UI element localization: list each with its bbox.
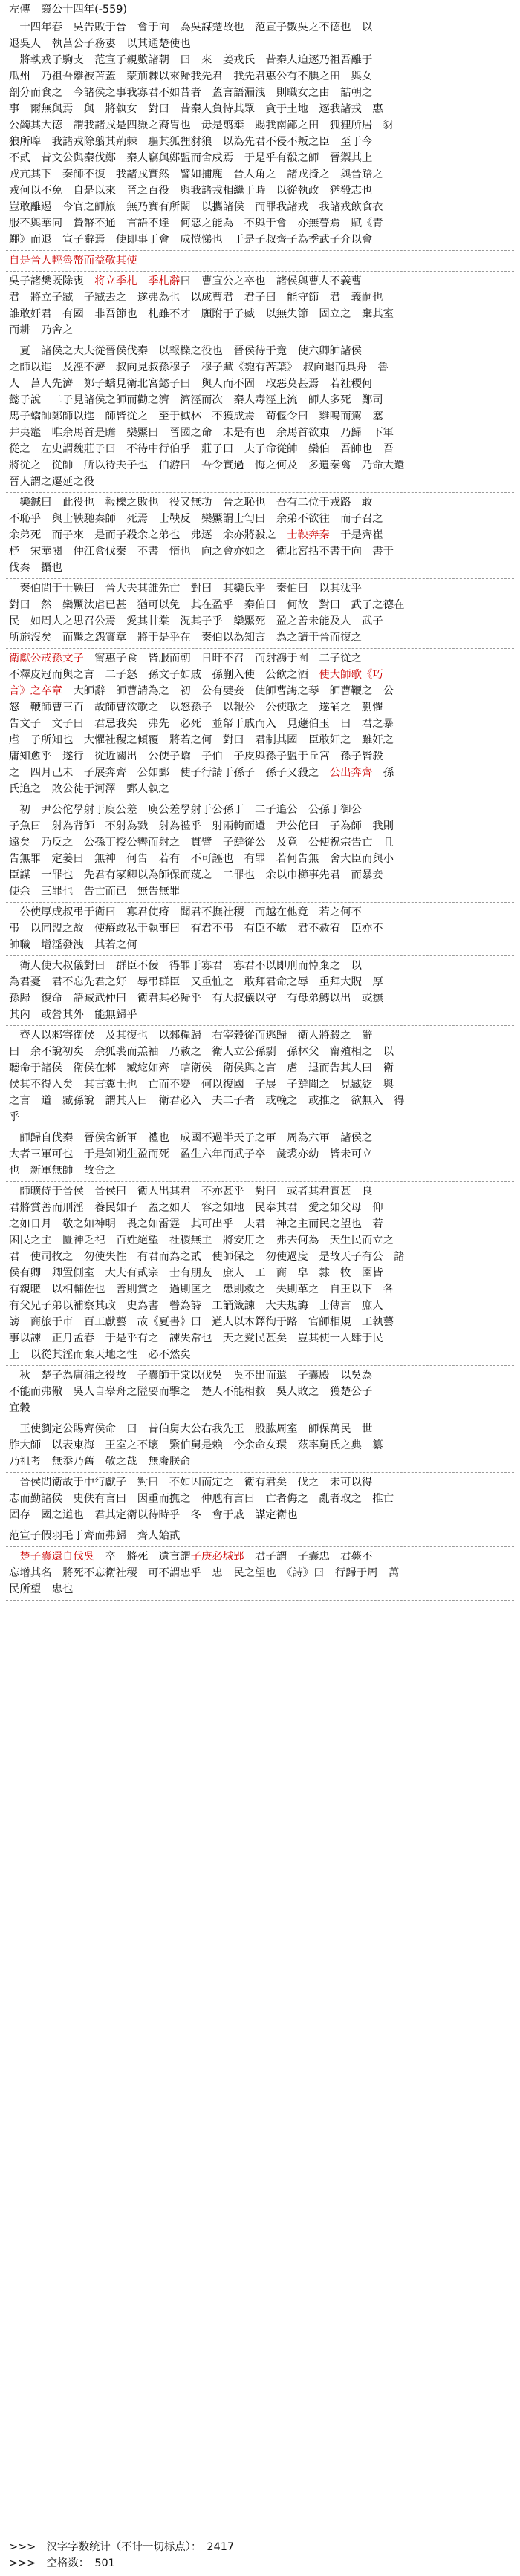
section-divider xyxy=(6,271,514,272)
text-line: 侯其不得入矣 其言糞土也 亡而不變 何以復國 子展 子鮮聞之 見臧紇 與 xyxy=(9,1079,394,1091)
section-divider xyxy=(6,492,514,493)
text-line: 也 新軍無帥 故舍之 xyxy=(9,1165,116,1177)
highlighted-phrase: 言》之卒章 xyxy=(9,685,62,697)
text-line: 不貳 昔文公與秦伐鄭 秦人竊與鄭盟而舍戍焉 于是乎有殽之師 晉禦其上 xyxy=(9,152,383,164)
text-line: 豈敢離逷 今官之師旅 無乃實有所闕 以攜諸侯 而罪我諸戎 我諸戎飲食衣 xyxy=(9,201,383,213)
text-line: 對曰 然 欒黶汰虐已甚 猶可以免 其在盈乎 秦伯曰 何故 對曰 武子之德在 xyxy=(9,599,405,611)
highlighted-phrase: 士鞅奔秦 xyxy=(287,529,330,541)
text-line: 之 四月己未 子展奔齊 公如鄄 使子行請于孫子 孫子又殺之 公出奔齊 孫 xyxy=(9,767,394,779)
text-line: 蠅》而退 宣子辭焉 使即事于會 成愷悌也 于是子叔齊子為季武子介以會 xyxy=(9,234,373,246)
text-line: 杼 宋華閱 仲江會伐秦 不書 惰也 向之會亦如之 衛北宮括不書于向 書于 xyxy=(9,546,394,558)
section-divider xyxy=(6,1181,514,1182)
text-line: 所施沒矣 而黶之怨實章 將于是乎在 秦伯以為知言 為之請于晉而復之 xyxy=(9,632,362,644)
text-line: 曰 余不說初矣 余狐裘而羔袖 乃赦之 衛人立公孫剽 孫林父 甯殖相之 以 xyxy=(9,1046,394,1058)
section-divider xyxy=(6,648,514,649)
text-line: 退吳人 執莒公子務婁 以其通楚使也 xyxy=(9,38,191,50)
highlighted-phrase: 使大師歌《巧 xyxy=(319,669,383,681)
text-line: 衛獻公戒孫文子 甯惠子食 皆服而朝 日旰不召 而射鴻于囿 二子從之 xyxy=(9,653,362,664)
highlighted-phrase: 季札辭 xyxy=(148,275,181,287)
text-line: 有親暱 以相輔佐也 善則賞之 過則匡之 患則救之 失則革之 自王以下 各 xyxy=(9,1284,394,1295)
text-line: 不能而弗儆 吳人自皋舟之隘要而擊之 楚人不能相救 吳人敗之 獲楚公子 xyxy=(9,1386,373,1398)
text-line: 弔 以同盟之故 使瘠敢私于執事曰 有君不弔 有臣不敏 君不赦宥 臣亦不 xyxy=(9,923,383,935)
text-line: 怒 鞭師曹三百 故師曹欲歌之 以怒孫子 以報公 公使歌之 遂誦之 蒯懼 xyxy=(9,702,383,713)
text-line: 之言 道 臧孫說 謂其人曰 衛君必入 夫二子者 或輓之 或推之 欲無入 得 xyxy=(9,1095,405,1107)
highlighted-phrase: 楚子囊還自伐吳 xyxy=(19,1551,95,1563)
text-line: 忘增其名 將死不忘衛社稷 可不謂忠乎 忠 民之望也 《詩》曰 行歸于周 萬 xyxy=(9,1567,400,1579)
text-line: 狼所嗥 我諸戎除翦其荊棘 驅其狐狸豺狼 以為先君不侵不叛之臣 至于今 xyxy=(9,136,373,148)
text-line: 誰敢奸君 有國 非吾節也 札雖不才 願附于子臧 以無失節 固立之 棄其室 xyxy=(9,308,394,320)
text-line: 師曠侍于晉侯 晉侯曰 衛人出其君 不亦甚乎 對曰 或者其君實甚 良 xyxy=(9,1186,373,1197)
text-line: 井夷竈 唯余馬首是瞻 欒黶曰 晉國之命 未是有也 余馬首欲東 乃歸 下軍 xyxy=(9,427,394,439)
text-line: 范宣子假羽毛于齊而弗歸 齊人始貳 xyxy=(9,1530,181,1542)
text-line: 遠矣 乃反之 公孫丁授公轡而射之 貫臂 子鮮從公 及竟 公使祝宗告亡 且 xyxy=(9,837,394,849)
text-line: 王使劉定公賜齊侯命 曰 昔伯舅大公右我先王 股肱周室 師保萬民 世 xyxy=(9,1423,373,1435)
text-line: 秦伯問于士鞅曰 晉大夫其誰先亡 對曰 其欒氏乎 秦伯曰 以其汰乎 xyxy=(9,583,362,595)
text-line: 剖分而食之 今諸侯之事我寡君不如昔者 蓋言語漏洩 則職女之由 詰朝之 xyxy=(9,87,373,99)
highlighted-phrase: 衛獻公戒孫文子 xyxy=(9,653,84,664)
text-line: 胙大師 以表東海 王室之不壞 繄伯舅是賴 今余命女環 茲率舅氏之典 纂 xyxy=(9,1439,383,1451)
text-line: 懿子說 二子見諸侯之師而勸之濟 濟涇而次 秦人毒涇上流 師人多死 鄭司 xyxy=(9,394,383,406)
text-line: 上 以從其淫而棄天地之性 必不然矣 xyxy=(9,1349,191,1361)
text-line: 公蠲其大德 謂我諸戎是四嶽之裔胄也 毋是翦棄 賜我南鄙之田 狐狸所居 豺 xyxy=(9,120,394,131)
section-divider xyxy=(6,1546,514,1547)
text-line: 告文子 文子曰 君忌我矣 弗先 必死 並帑于戚而入 見蘧伯玉 曰 君之暴 xyxy=(9,718,394,730)
text-line: 君將賞善而刑淫 養民如子 蓋之如天 容之如地 民奉其君 愛之如父母 仰 xyxy=(9,1202,383,1214)
text-line: 民所望 忠也 xyxy=(9,1583,74,1595)
text-line: 言》之卒章 大師辭 師曹請為之 初 公有嬖妾 使師曹誨之琴 師曹鞭之 公 xyxy=(9,685,394,697)
section-divider xyxy=(6,250,514,251)
highlighted-phrase: 公出奔齊 xyxy=(329,767,373,779)
text-line: 庸知愈乎 遂行 從近關出 公使子蟜 子伯 子皮與孫子盟于丘宮 孫子皆殺 xyxy=(9,751,383,762)
text-line: 宜穀 xyxy=(9,1402,30,1414)
section-divider xyxy=(6,902,514,903)
text-line: 困民之主 匱神乏祀 百姓絕望 社稷無主 將安用之 弗去何為 天生民而立之 xyxy=(9,1235,394,1246)
text-line: 大者三軍可也 于是知朔生盈而死 盈生六年而武子卒 彘裘亦幼 皆未可立 xyxy=(9,1148,373,1160)
text-line: 事 爾無與焉 與 將執女 對曰 昔秦人負恃其眾 貪于土地 逐我諸戎 惠 xyxy=(9,103,383,115)
text-line: 瓜州 乃祖吾離被苫蓋 蒙荊棘以來歸我先君 我先君惠公有不腆之田 與女 xyxy=(9,71,373,82)
text-line: 志而勤諸侯 史佚有言曰 因重而撫之 仲虺有言曰 亡者侮之 亂者取之 推亡 xyxy=(9,1493,394,1505)
text-line: 子魚曰 射為背師 不射為戮 射為禮乎 射兩軥而還 尹公佗曰 子為師 我則 xyxy=(9,820,394,832)
text-line: 服不與華同 贄幣不通 言語不達 何惡之能為 不與于會 亦無瞢焉 賦《青 xyxy=(9,218,383,229)
text-line: 馬子蟜帥鄭師以進 師皆從之 至于棫林 不獲成焉 荀偃令曰 雞鳴而駕 塞 xyxy=(9,411,383,422)
text-line: 使余 三罪也 告亡而已 無告無罪 xyxy=(9,886,181,898)
text-line: 事以諫 正月孟春 于是乎有之 諫失常也 天之愛民甚矣 豈其使一人肆于民 xyxy=(9,1333,383,1344)
text-line: 侯有卿 卿置側室 大夫有貳宗 士有朋友 庶人 工 商 皁 隸 牧 圉皆 xyxy=(9,1267,383,1279)
text-line: 自是晉人輕魯幣而益敬其使 xyxy=(9,255,137,267)
section-divider xyxy=(6,578,514,579)
text-line: 聽命于諸侯 衛侯在郲 臧紇如齊 唁衛侯 衛侯與之言 虐 退而告其人曰 衛 xyxy=(9,1062,394,1074)
char-count-stat: >>> 汉字字数统计（不计一切标点）： 2417 xyxy=(9,2541,235,2553)
text-line: 戎何以不免 自是以來 晉之百役 與我諸戎相繼于時 以從執政 猶殽志也 xyxy=(9,185,383,197)
text-line: 初 尹公佗學射于庾公差 庾公差學射于公孫丁 二子追公 公孫丁御公 xyxy=(9,804,362,816)
highlighted-phrase: 将立季札 xyxy=(94,275,137,287)
text-line: 不釋皮冠而與之言 二子怒 孫文子如戚 孫蒯入使 公飲之酒 使大師歌《巧 xyxy=(9,669,383,681)
highlighted-phrase: 子庚必城郢 xyxy=(190,1551,244,1563)
text-line: 衛人使大叔儀對曰 群臣不佞 得罪于寡君 寡君不以即刑而悼棄之 以 xyxy=(9,960,362,972)
text-line: 晉人謂之遷延之役 xyxy=(9,476,95,488)
text-line: 固存 國之道也 君其定衛以待時乎 冬 會于戚 謀定衛也 xyxy=(9,1509,298,1521)
text-line: 之師以進 及涇不濟 叔向見叔孫穆子 穆子賦《匏有苦葉》 叔向退而具舟 魯 xyxy=(9,362,389,373)
text-line: 而耕 乃舍之 xyxy=(9,324,74,336)
text-line: 欒鍼曰 此役也 報櫟之敗也 役又無功 晉之恥也 吾有二位于戎路 敢 xyxy=(9,497,373,509)
section-divider xyxy=(6,1600,514,1601)
text-line: 民 如周人之思召公焉 愛其甘棠 況其子乎 欒黶死 盈之善未能及人 武子 xyxy=(9,615,383,627)
text-line: 告無罪 定姜曰 無神 何告 若有 不可誣也 有罪 若何告無 舍大臣而與小 xyxy=(9,853,394,865)
section-divider xyxy=(6,1365,514,1366)
text-line: 師歸自伐秦 晉侯舍新軍 禮也 成國不過半天子之軍 周為六軍 諸侯之 xyxy=(9,1132,373,1144)
text-line: 帥職 增淫發洩 其若之何 xyxy=(9,939,137,951)
text-line: 孫歸 復命 語臧武仲曰 衛君其必歸乎 有大叔儀以守 有母弟鱄以出 或撫 xyxy=(9,993,383,1004)
text-line: 人 莒人先濟 鄭子蟜見衛北宮懿子曰 與人而不固 取惡莫甚焉 若社稷何 xyxy=(9,378,373,390)
text-line: 晉侯問衛故于中行獻子 對曰 不如因而定之 衛有君矣 伐之 未可以得 xyxy=(9,1477,373,1488)
document-title: 左傳 襄公十四年(-559) xyxy=(9,4,128,16)
text-line: 楚子囊還自伐吳 卒 將死 遺言謂子庚必城郢 君子謂 子囊忠 君薨不 xyxy=(19,1551,373,1563)
text-line: 吳子諸樊既除喪 将立季札 季札辭曰 曹宣公之卒也 諸侯與曹人不義曹 xyxy=(9,275,362,287)
text-line: 虐 子所知也 大懼社稷之傾覆 將若之何 對曰 君制其國 臣敢奸之 雖奸之 xyxy=(9,734,394,746)
text-line: 齊人以郲寄衛侯 及其復也 以郲糧歸 右宰穀從而逃歸 衛人將殺之 辭 xyxy=(9,1030,373,1042)
text-line: 君 將立子臧 子臧去之 遂弗為也 以成曹君 君子曰 能守節 君 義嗣也 xyxy=(9,292,383,304)
text-line: 不恥乎 與士鞅馳秦師 死焉 士鞅反 欒黶謂士匄曰 余弟不欲往 而子召之 xyxy=(9,513,383,525)
text-line: 余弟死 而子來 是而子殺余之弟也 弗逐 余亦將殺之 士鞅奔秦 于是齊崔 xyxy=(9,529,383,541)
text-line: 之如日月 敬之如神明 畏之如雷霆 其可出乎 夫君 神之主而民之望也 若 xyxy=(9,1218,383,1230)
text-line: 乃祖考 無忝乃舊 敬之哉 無廢朕命 xyxy=(9,1456,191,1468)
text-line: 公使厚成叔弔于衛曰 寡君使瘠 聞君不撫社稷 而越在他竟 若之何不 xyxy=(9,906,362,918)
text-line: 秋 楚子為庸浦之役故 子囊師于棠以伐吳 吳不出而還 子囊殿 以吳為 xyxy=(9,1370,373,1382)
section-divider xyxy=(6,955,514,956)
text-line: 臣謀 一罪也 先君有冢卿以為師保而蔑之 二罪也 余以巾櫛事先君 而暴妾 xyxy=(9,869,383,881)
section-divider xyxy=(6,1472,514,1473)
text-line: 將從之 從帥 所以待夫子也 伯游曰 吾令實過 悔之何及 多遺秦禽 乃命大還 xyxy=(9,460,405,471)
text-line: 從之 左史謂魏莊子曰 不待中行伯乎 莊子曰 夫子命從帥 欒伯 吾帥也 吾 xyxy=(9,443,394,455)
text-line: 夏 諸侯之大夫從晉侯伐秦 以報櫟之役也 晉侯待于竟 使六卿帥諸侯 xyxy=(9,345,362,357)
space-count-stat: >>> 空格数： 501 xyxy=(9,2557,115,2569)
text-line: 將執戎子駒支 范宣子親數諸朝 曰 來 姜戎氏 昔秦人迫逐乃祖吾離于 xyxy=(9,54,373,66)
text-line: 氏追之 敗公徒于河澤 鄄人執之 xyxy=(9,783,169,795)
text-line: 為君憂 君不忘先君之好 辱弔群臣 又重恤之 敢拜君命之辱 重拜大貺 厚 xyxy=(9,976,383,988)
text-line: 十四年春 吳告敗于晉 會于向 為吳謀楚故也 范宣子數吳之不德也 以 xyxy=(9,22,373,33)
text-line: 謗 商旅于市 百工獻藝 故《夏書》曰 遒人以木鐸徇于路 官師相規 工執藝 xyxy=(9,1316,394,1328)
section-divider xyxy=(6,1025,514,1026)
text-line: 君 使司牧之 勿使失性 有君而為之貳 使師保之 勿使過度 是故天子有公 諸 xyxy=(9,1251,405,1263)
text-line: 其內 或營其外 能無歸乎 xyxy=(9,1009,137,1021)
text-line: 有父兄子弟以補察其政 史為書 瞽為詩 工誦箴諫 大夫規誨 士傳言 庶人 xyxy=(9,1300,383,1312)
text-line: 戎亢其下 秦師不復 我諸戎實然 譬如捕鹿 晉人角之 諸戎掎之 與晉踣之 xyxy=(9,169,394,180)
text-line: 乎 xyxy=(9,1111,20,1123)
text-line: 伐秦 攝也 xyxy=(9,562,62,574)
